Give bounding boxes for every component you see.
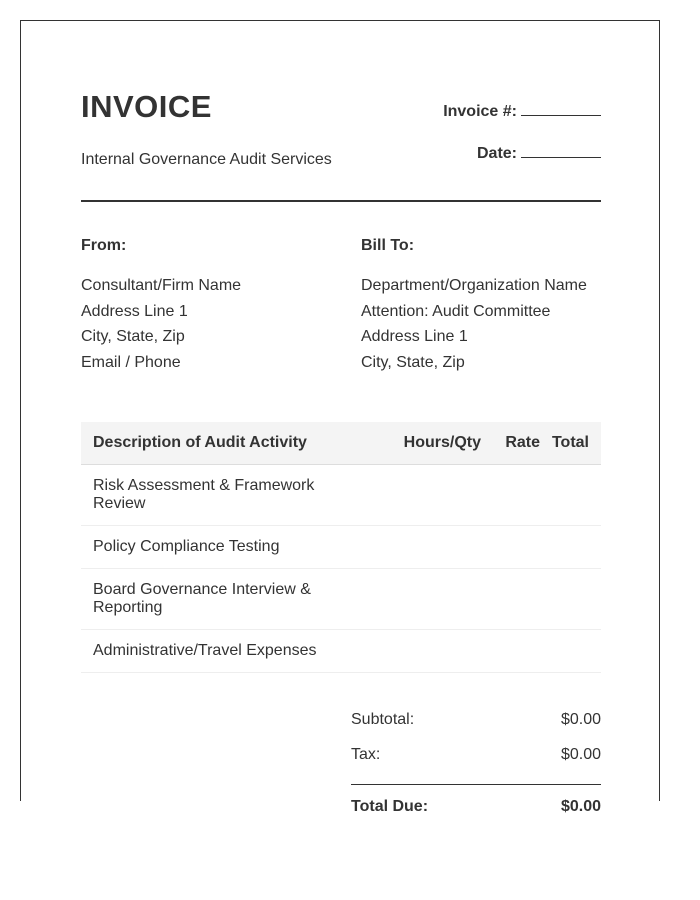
table-row	[81, 526, 601, 569]
column-header-rate: Rate	[505, 434, 540, 451]
invoice-date-blank[interactable]	[521, 143, 601, 158]
table-row	[81, 465, 601, 526]
tax-label: Tax:	[351, 746, 381, 763]
table-row	[81, 630, 601, 673]
invoice-date-label: Date:	[476, 145, 517, 162]
from-line: Email / Phone	[81, 354, 181, 372]
line-items-table	[81, 422, 601, 673]
row-description: Policy Compliance Testing	[93, 538, 280, 555]
bill-to-block	[361, 237, 621, 380]
from-line: Address Line 1	[81, 302, 188, 320]
invoice-date-field	[477, 143, 601, 163]
tax-value: $0.00	[560, 746, 601, 763]
row-description: Board Governance Interview & Reporting	[93, 581, 311, 616]
column-header-hours: Hours/Qty	[403, 434, 481, 451]
invoice-number-blank[interactable]	[521, 101, 601, 116]
from-line: City, State, Zip	[81, 328, 185, 346]
table-header	[81, 422, 601, 465]
total-due-label: Total Due:	[351, 798, 429, 815]
bill-to-line: Address Line 1	[361, 328, 468, 346]
bill-to-heading: Bill To:	[361, 237, 415, 254]
subtotal-label: Subtotal:	[351, 711, 415, 728]
subtotal-value: $0.00	[560, 711, 601, 728]
column-header-description: Description of Audit Activity	[93, 434, 307, 451]
row-description: Risk Assessment & Framework Review	[93, 477, 315, 512]
totals-section	[351, 711, 601, 781]
invoice-title: INVOICE	[81, 89, 212, 124]
row-description: Administrative/Travel Expenses	[93, 642, 317, 659]
from-line: Consultant/Firm Name	[81, 277, 242, 294]
header-divider	[81, 200, 601, 202]
invoice-number-field	[443, 101, 601, 121]
tax-row	[351, 746, 601, 781]
subtotal-row	[351, 711, 601, 746]
from-block	[81, 237, 341, 380]
total-due-value: $0.00	[560, 798, 601, 815]
total-due-row	[351, 798, 601, 818]
invoice-subtitle: Internal Governance Audit Services	[81, 151, 332, 168]
bill-to-line: City, State, Zip	[361, 354, 465, 372]
column-header-total: Total	[551, 434, 589, 451]
from-heading: From:	[81, 237, 127, 254]
table-row	[81, 569, 601, 630]
bill-to-line: Attention: Audit Committee	[361, 302, 551, 320]
invoice-header	[81, 89, 601, 203]
totals-divider	[351, 784, 601, 785]
invoice-number-label: Invoice #:	[443, 103, 517, 120]
bill-to-line: Department/Organization Name	[361, 277, 587, 294]
invoice-page	[20, 20, 660, 815]
